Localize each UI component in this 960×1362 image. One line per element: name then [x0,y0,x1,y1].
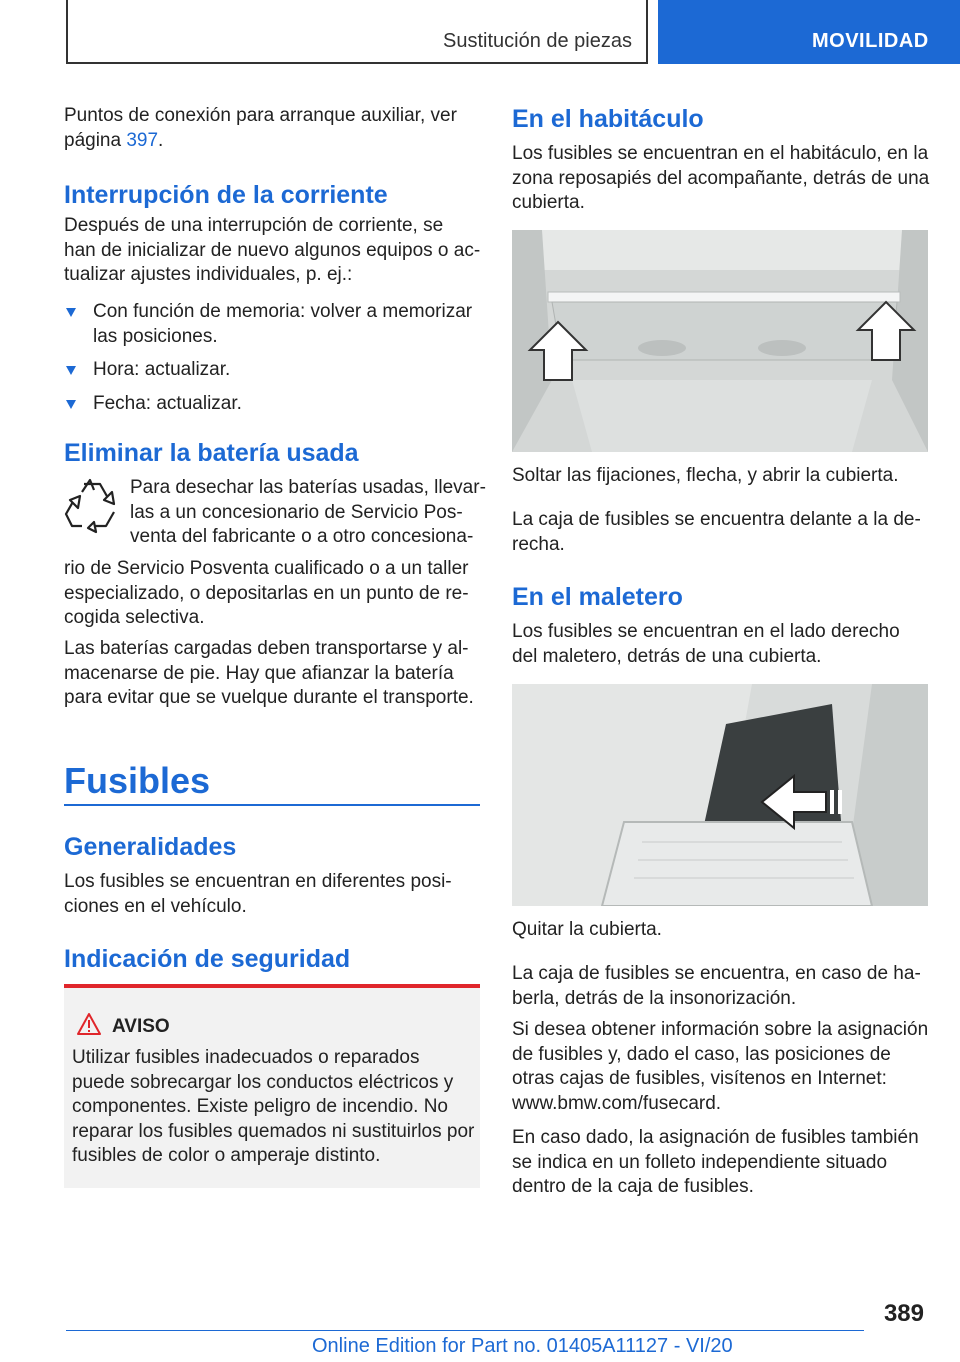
battery-body-indented: Para desechar las baterías usadas, llevar- las a un concesionario de Servicio Pos- venta del fabricante o a otro concesiona- [130,477,486,547]
intro-paragraph [64,104,480,153]
list-item: Con función de memoria: volver a memorizar las posiciones. [64,300,480,349]
general-body: Los fusibles se encuentran en diferentes posi- ciones en el vehículo. [64,871,452,917]
recycle-icon [64,478,120,538]
chapter-tab[interactable] [658,0,960,64]
cabin-body: Los fusibles se encuentran en el habitáculo, en la zona reposapiés del acompañante, detrás de una cubierta. [512,143,930,213]
trunk-heading: En el maletero [512,583,683,611]
interruption-line-3: tualizar ajustes individuales, p. ej.: [64,264,353,285]
warning-label: AVISO [112,1016,170,1037]
footer-edition: Online Edition for Part no. 01405A11127 - VI/20 [312,1335,733,1357]
trunk-booklet-text: En caso dado, la asignación de fusibles también se indica en un folleto independiente situado dentro de la caja de fusibles. [512,1127,919,1197]
fuses-rule [64,804,480,806]
interruption-list [64,300,480,425]
header-section-box [66,0,648,64]
bullet-triangle-icon [66,308,76,317]
warning-triangle-icon [76,1012,102,1036]
fusecard-url: www.bmw.com/fusecard. [512,1092,722,1114]
bullet-triangle-icon [66,400,76,409]
cabin-heading: En el habitáculo [512,105,704,133]
chapter-tab-label: MOVILIDAD [812,30,929,52]
battery-transport-text: Las baterías cargadas deben transportarse y al- macenarse de pie. Hay que afianzar la batería para evitar que se vuelque durante el transporte. [64,638,474,708]
battery-heading: Eliminar la batería usada [64,439,359,467]
fuses-heading: Fusibles [64,760,211,801]
interruption-line-1: Después de una interrupción de corriente, se [64,215,444,236]
trunk-caption: Quitar la cubierta. [512,919,662,940]
battery-body: rio de Servicio Posventa cualificado o a un taller especializado, o depositarlas en un punto de re- cogida selectiva. [64,558,469,628]
interruption-heading: Interrupción de la corriente [64,181,388,209]
general-heading: Generalidades [64,833,237,861]
page-number: 389 [883,1300,924,1327]
interruption-body [64,214,484,288]
list-item: Fecha: actualizar. [64,392,480,417]
cabin-location-text: La caja de fusibles se encuentra delante a la de- recha. [512,509,921,555]
warning-text: Utilizar fusibles inadecuados o reparados puede sobrecargar los conductos eléctricos y componentes. Existe peligro de incendio. No reparar los fusibles quemados ni sustituirlos por fusibles de color o amperaje distinto. [72,1047,475,1166]
warning-box [64,984,480,1188]
trunk-location-text: La caja de fusibles se encuentra, en caso de ha- berla, detrás de la insonorización. [512,963,921,1009]
bullet-triangle-icon [66,366,76,375]
safety-heading: Indicación de seguridad [64,945,351,973]
page-link-397[interactable]: 397 [126,129,159,151]
interruption-line-2: han de inicializar de nuevo algunos equipos o ac- [64,239,481,261]
cabin-fuse-cover-image [512,230,928,452]
intro-line-1: Puntos de conexión para arranque auxiliar, ver [64,105,457,126]
trunk-info-text: Si desea obtener información sobre la asignación de fusibles y, dado el caso, las posiciones de otras cajas de fusibles, visítenos en Internet: www.bmw.com/fusecard. [512,1018,932,1116]
intro-line-2: página 397. [64,129,164,151]
header-section-title: Sustitución de piezas [442,30,632,52]
trunk-body: Los fusibles se encuentran en el lado derecho del maletero, detrás de una cubierta. [512,621,900,667]
list-item: Hora: actualizar. [64,358,480,383]
trunk-fuse-cover-image [512,684,928,906]
cabin-caption: Soltar las fijaciones, flecha, y abrir la cubierta. [512,465,899,486]
footer-rule [66,1330,864,1331]
